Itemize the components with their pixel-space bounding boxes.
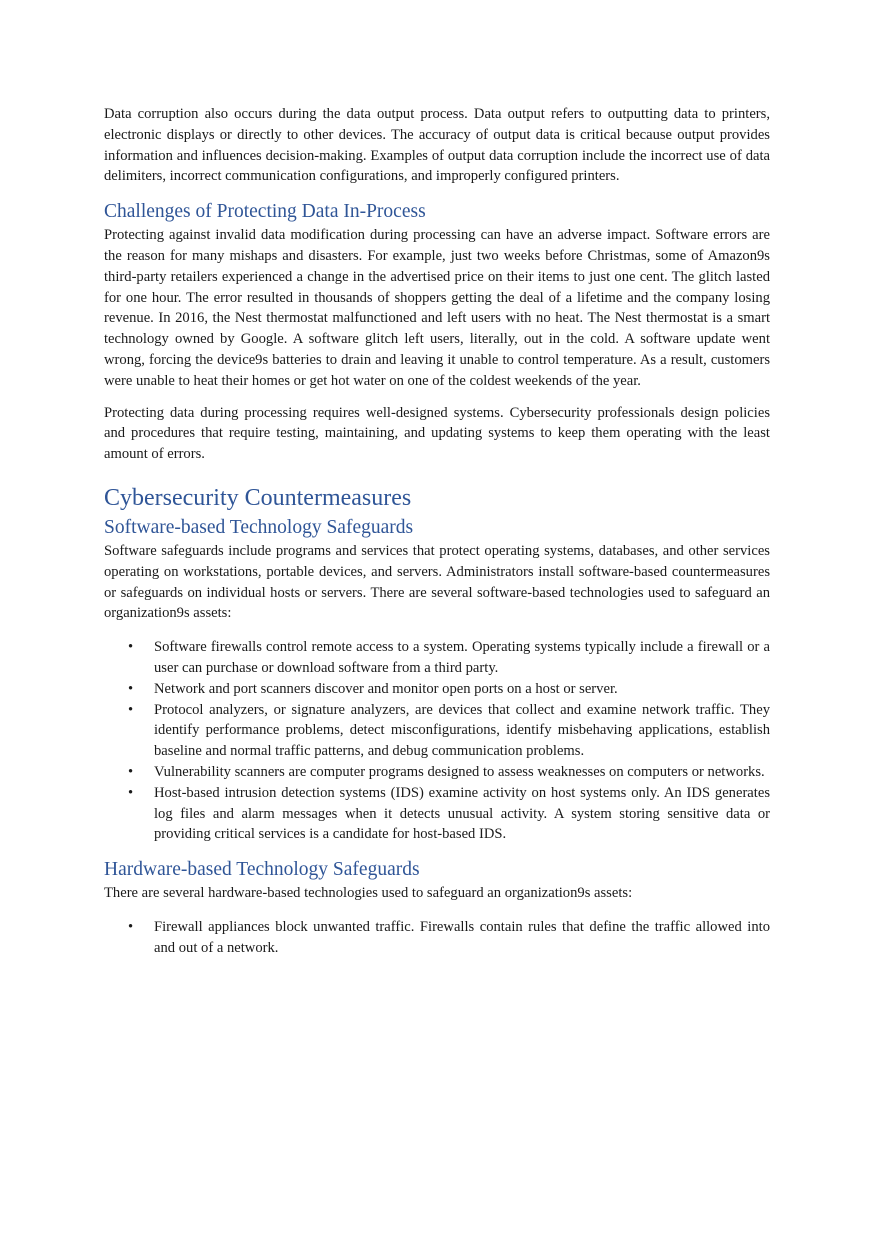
list-item [104,783,770,845]
paragraph-data-output: Data corruption also occurs during the data output process. Data output refers to outputting data to printers, electronic displays or directly to other devices. The accuracy of output data is critical because output provides information and influences decision-making. Examples of output data corruption include the incorrect use of data delimiters, incorrect communication configurations, and improperly configured printers. [104,106,770,185]
list-item-text: Protocol analyzers, or signature analyzers, are devices that collect and examine network traffic. They identify performance problems, detect misconfigurations, identify misbehaving applications, establish baseline and normal traffic patterns, and debug communication problems. [154,701,770,760]
heading-challenges: Challenges of Protecting Data In-Process [104,201,426,223]
bullet-icon: • [128,680,134,697]
heading-hardware-safeguards: Hardware-based Technology Safeguards [104,859,420,881]
list-item-text: Host-based intrusion detection systems (IDS) examine activity on host systems only. An IDS generates log files and alarm messages when it detects unusual activity. A system storing sensitive data or providing critical services is a candidate for host-based IDS. [154,784,770,843]
bullet-icon: • [128,763,134,780]
list-item-text: Vulnerability scanners are computer programs designed to assess weaknesses on computers or networks. [154,763,765,780]
list-item-text: Firewall appliances block unwanted traffic. Firewalls contain rules that define the traffic allowed into and out of a network. [154,918,770,956]
heading-software-safeguards: Software-based Technology Safeguards [104,516,414,538]
paragraph-hardware-safeguards: There are several hardware-based technologies used to safeguard an organization9s assets: [104,885,633,902]
software-safeguards-list [104,637,770,845]
list-item [104,700,770,762]
paragraph-challenges-2: Protecting data during processing requires well-designed systems. Cybersecurity professionals design policies and procedures that require testing, maintaining, and updating systems to keep them operating with the least amount of errors. [104,404,770,463]
paragraph-software-safeguards: Software safeguards include programs and services that protect operating systems, databases, and other services operating on workstations, portable devices, and servers. Administrators install software-based countermeasures or safeguards on individual hosts or servers. There are several software-based technologies used to safeguard an organization9s assets: [104,542,770,622]
heading-countermeasures: Cybersecurity Countermeasures [104,484,412,511]
bullet-icon: • [128,784,134,801]
list-item-text: Software firewalls control remote access to a system. Operating systems typically include a firewall or a user can purchase or download software from a third party. [154,639,770,676]
list-item [104,679,770,700]
bullet-icon: • [128,701,134,718]
list-item [104,762,770,783]
list-item [104,637,770,679]
bullet-icon: • [128,918,134,935]
list-item [104,917,770,959]
list-item-text: Network and port scanners discover and monitor open ports on a host or server. [154,680,618,697]
paragraph-challenges-1: Protecting against invalid data modification during processing can have an adverse impact. Software errors are the reason for many mishaps and disasters. For example, just two weeks before Christmas, some of Amazon9s third-party retailers experienced a change in the advertised price on their items to just one cent. The glitch lasted for one hour. The error resulted in thousands of shoppers getting the deal of a lifetime and the company losing revenue. In 2016, the Nest thermostat malfunctioned and left users with no heat. The Nest thermostat is a smart technology owned by Google. A software glitch left users, literally, out in the cold. A software update went wrong, forcing the device9s batteries to drain and leaving it unable to control temperature. As a result, customers were unable to heat their homes or get hot water on one of the coldest weekends of the year. [104,227,770,389]
page-content [104,104,770,959]
bullet-icon: • [128,639,134,656]
hardware-safeguards-list [104,917,770,959]
